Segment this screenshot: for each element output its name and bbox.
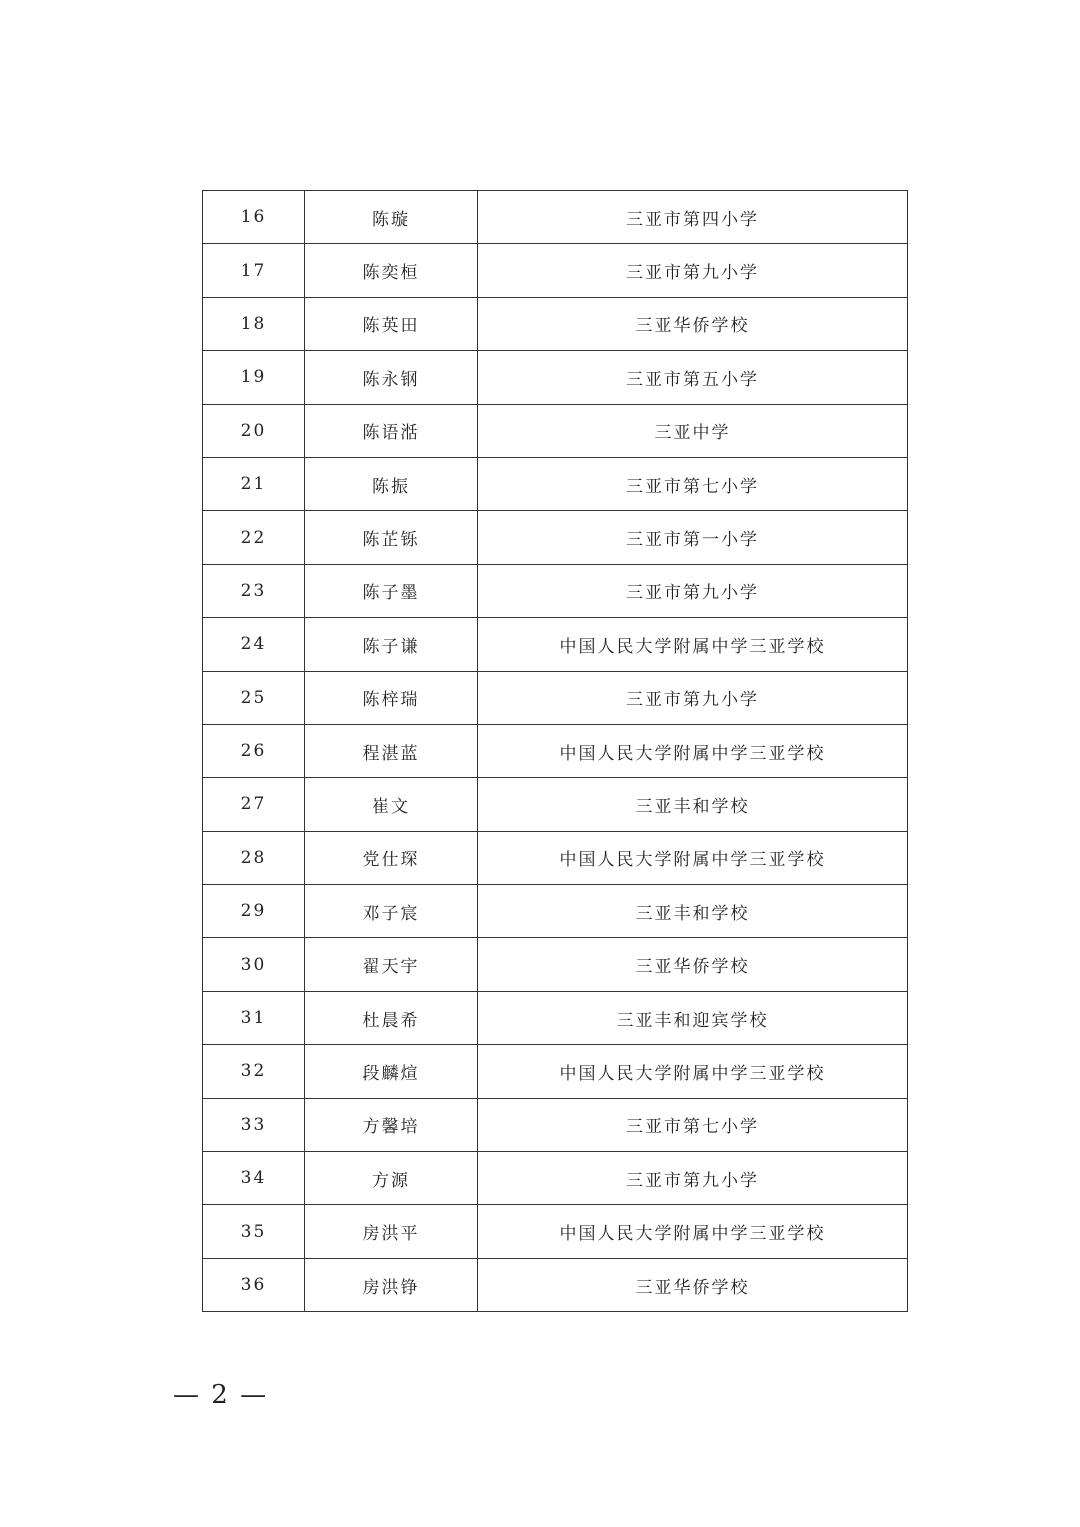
student-name: 邓子宸 <box>305 885 478 938</box>
table-row <box>203 885 908 938</box>
school-name: 中国人民大学附属中学三亚学校 <box>478 1045 908 1098</box>
school-name: 三亚丰和学校 <box>478 778 908 831</box>
table-row <box>203 671 908 724</box>
school-name: 三亚市第九小学 <box>478 564 908 617</box>
table-row <box>203 191 908 244</box>
table-row <box>203 404 908 457</box>
table-row <box>203 1152 908 1205</box>
school-name: 三亚市第九小学 <box>478 671 908 724</box>
row-number: 24 <box>203 618 305 671</box>
school-name: 三亚市第七小学 <box>478 1098 908 1151</box>
school-name: 三亚丰和学校 <box>478 885 908 938</box>
row-number: 34 <box>203 1152 305 1205</box>
row-number: 22 <box>203 511 305 564</box>
school-name: 中国人民大学附属中学三亚学校 <box>478 831 908 884</box>
student-name: 房洪平 <box>305 1205 478 1258</box>
row-number: 21 <box>203 457 305 510</box>
school-name: 三亚华侨学校 <box>478 297 908 350</box>
school-name: 三亚中学 <box>478 404 908 457</box>
row-number: 33 <box>203 1098 305 1151</box>
row-number: 25 <box>203 671 305 724</box>
student-name: 段麟煊 <box>305 1045 478 1098</box>
school-name: 三亚市第四小学 <box>478 191 908 244</box>
student-name: 方源 <box>305 1152 478 1205</box>
student-name: 陈语湉 <box>305 404 478 457</box>
student-name: 陈梓瑞 <box>305 671 478 724</box>
school-name: 三亚市第一小学 <box>478 511 908 564</box>
row-number: 23 <box>203 564 305 617</box>
student-name: 杜晨希 <box>305 991 478 1044</box>
row-number: 30 <box>203 938 305 991</box>
student-name: 陈璇 <box>305 191 478 244</box>
row-number: 28 <box>203 831 305 884</box>
school-name: 中国人民大学附属中学三亚学校 <box>478 618 908 671</box>
student-name: 陈芷铄 <box>305 511 478 564</box>
row-number: 26 <box>203 724 305 777</box>
student-name: 房洪铮 <box>305 1258 478 1311</box>
school-name: 中国人民大学附属中学三亚学校 <box>478 724 908 777</box>
student-name: 陈子墨 <box>305 564 478 617</box>
student-name: 陈子谦 <box>305 618 478 671</box>
table-row <box>203 778 908 831</box>
row-number: 27 <box>203 778 305 831</box>
school-name: 三亚华侨学校 <box>478 938 908 991</box>
roster-table <box>202 190 908 1312</box>
table-row <box>203 511 908 564</box>
page-number: — 2 — <box>173 1380 269 1410</box>
row-number: 29 <box>203 885 305 938</box>
student-name: 陈英田 <box>305 297 478 350</box>
table-row <box>203 457 908 510</box>
school-name: 三亚华侨学校 <box>478 1258 908 1311</box>
school-name: 三亚市第九小学 <box>478 244 908 297</box>
row-number: 36 <box>203 1258 305 1311</box>
school-name: 三亚市第九小学 <box>478 1152 908 1205</box>
table-row <box>203 1205 908 1258</box>
row-number: 18 <box>203 297 305 350</box>
student-name: 崔文 <box>305 778 478 831</box>
student-name: 党仕琛 <box>305 831 478 884</box>
table-row <box>203 991 908 1044</box>
table-row <box>203 831 908 884</box>
school-name: 三亚市第七小学 <box>478 457 908 510</box>
row-number: 32 <box>203 1045 305 1098</box>
school-name: 中国人民大学附属中学三亚学校 <box>478 1205 908 1258</box>
table-row <box>203 618 908 671</box>
school-name: 三亚丰和迎宾学校 <box>478 991 908 1044</box>
row-number: 35 <box>203 1205 305 1258</box>
table-row <box>203 1045 908 1098</box>
table-row <box>203 244 908 297</box>
row-number: 19 <box>203 351 305 404</box>
table-row <box>203 1098 908 1151</box>
table-row <box>203 1258 908 1311</box>
table-row <box>203 351 908 404</box>
student-name: 陈奕桓 <box>305 244 478 297</box>
roster-table-body <box>203 191 908 1312</box>
student-name: 陈永钢 <box>305 351 478 404</box>
row-number: 17 <box>203 244 305 297</box>
student-name: 方馨培 <box>305 1098 478 1151</box>
row-number: 20 <box>203 404 305 457</box>
table-row <box>203 938 908 991</box>
table-row <box>203 564 908 617</box>
student-name: 程湛蓝 <box>305 724 478 777</box>
row-number: 16 <box>203 191 305 244</box>
table-row <box>203 297 908 350</box>
table-row <box>203 724 908 777</box>
student-name: 陈振 <box>305 457 478 510</box>
row-number: 31 <box>203 991 305 1044</box>
school-name: 三亚市第五小学 <box>478 351 908 404</box>
student-name: 翟天宇 <box>305 938 478 991</box>
